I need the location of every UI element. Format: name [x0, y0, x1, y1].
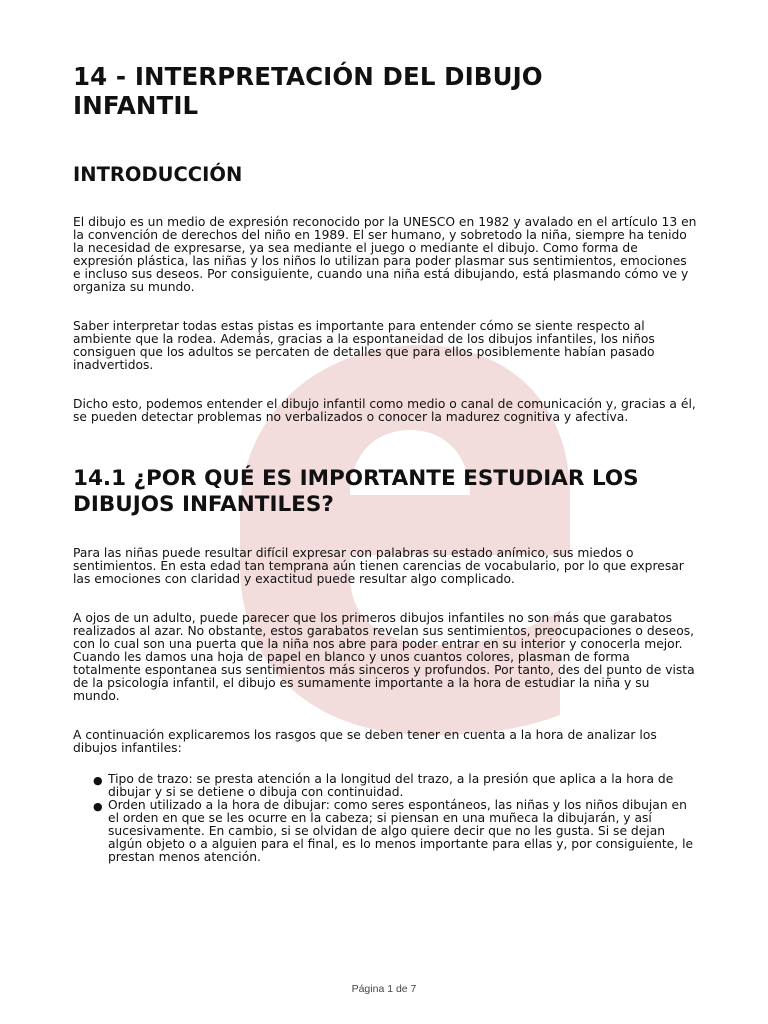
list-item: [93, 799, 698, 864]
section-heading: 14.1 ¿POR QUÉ ES IMPORTANTE ESTUDIAR LOS DIBUJOS INFANTILES?: [73, 466, 639, 517]
traits-list: [73, 773, 698, 864]
list-item-text: Orden utilizado a la hora de dibujar: como seres espontáneos, las niñas y los niños dibujan en el orden en que se les ocurre en la cabeza; si piensan en una muñeca la dibujarán, y así sucesivamente. En cambio, si se olvidan de algo quiere decir que no les gusta. Si se dejan algún objeto o a alguien para el final, es lo menos importante para ellas y, por consiguiente, le prestan menos atención.: [108, 798, 694, 864]
bullet-icon: ●: [93, 800, 103, 813]
list-item: [93, 773, 698, 799]
page-footer: Página 1 de 7: [351, 983, 417, 995]
document-title: 14 - INTERPRETACIÓN DEL DIBUJO INFANTIL: [73, 62, 543, 120]
intro-paragraph-3: Dicho esto, podemos entender el dibujo infantil como medio o canal de comunicación y, gracias a él, se pueden detectar problemas no verbalizados o conocer la madurez cognitiva y afectiva.: [73, 397, 696, 424]
section-paragraph-2: A ojos de un adulto, puede parecer que los primeros dibujos infantiles no son más que garabatos realizados al azar. No obstante, estos garabatos revelan sus sentimientos, preocupaciones o deseos, con lo cual son una puerta que la niña nos abre para poder entrar en su interior y conocerla mejor. Cuando les damos una hoja de papel en blanco y unos cuantos colores, plasman de forma totalmente espontanea sus sentimientos más sinceros y profundos. Por tanto, des del punto de vista de la psicología infantil, el dibujo es sumamente importante a la hora de estudiar la niña y su mundo.: [73, 611, 695, 703]
intro-heading: INTRODUCCIÓN: [73, 163, 243, 186]
bullet-icon: ●: [93, 774, 103, 787]
list-item-text: Tipo de trazo: se presta atención a la longitud del trazo, a la presión que aplica a la hora de dibujar y si se detiene o dibuja con continuidad.: [108, 772, 674, 799]
section-paragraph-3: A continuación explicaremos los rasgos que se deben tener en cuenta a la hora de analizar los dibujos infantiles:: [73, 728, 657, 755]
intro-paragraph-1: El dibujo es un medio de expresión reconocido por la UNESCO en 1982 y avalado en el artículo 13 en la convención de derechos del niño en 1989. El ser humano, y sobretodo la niña, siempre ha tenido la necesidad de expresarse, ya sea mediante el juego o mediante el dibujo. Como forma de expresión plástica, las niñas y los niños lo utilizan para poder plasmar sus sentimientos, emociones e incluso sus deseos. Por consiguiente, cuando una niña está dibujando, está plasmando cómo ve y organiza su mundo.: [73, 215, 697, 294]
intro-paragraph-2: Saber interpretar todas estas pistas es importante para entender cómo se siente respecto al ambiente que la rodea. Además, gracias a la espontaneidad de los dibujos infantiles, los niños consiguen que los adultos se percaten de detalles que para ellos posiblemente habían pasado inadvertidos.: [73, 319, 655, 372]
section-paragraph-1: Para las niñas puede resultar difícil expresar con palabras su estado anímico, sus miedos o sentimientos. En esta edad tan temprana aún tienen carencias de vocabulario, por lo que expresar las emociones con claridad y exactitud puede resultar algo complicado.: [73, 546, 684, 586]
